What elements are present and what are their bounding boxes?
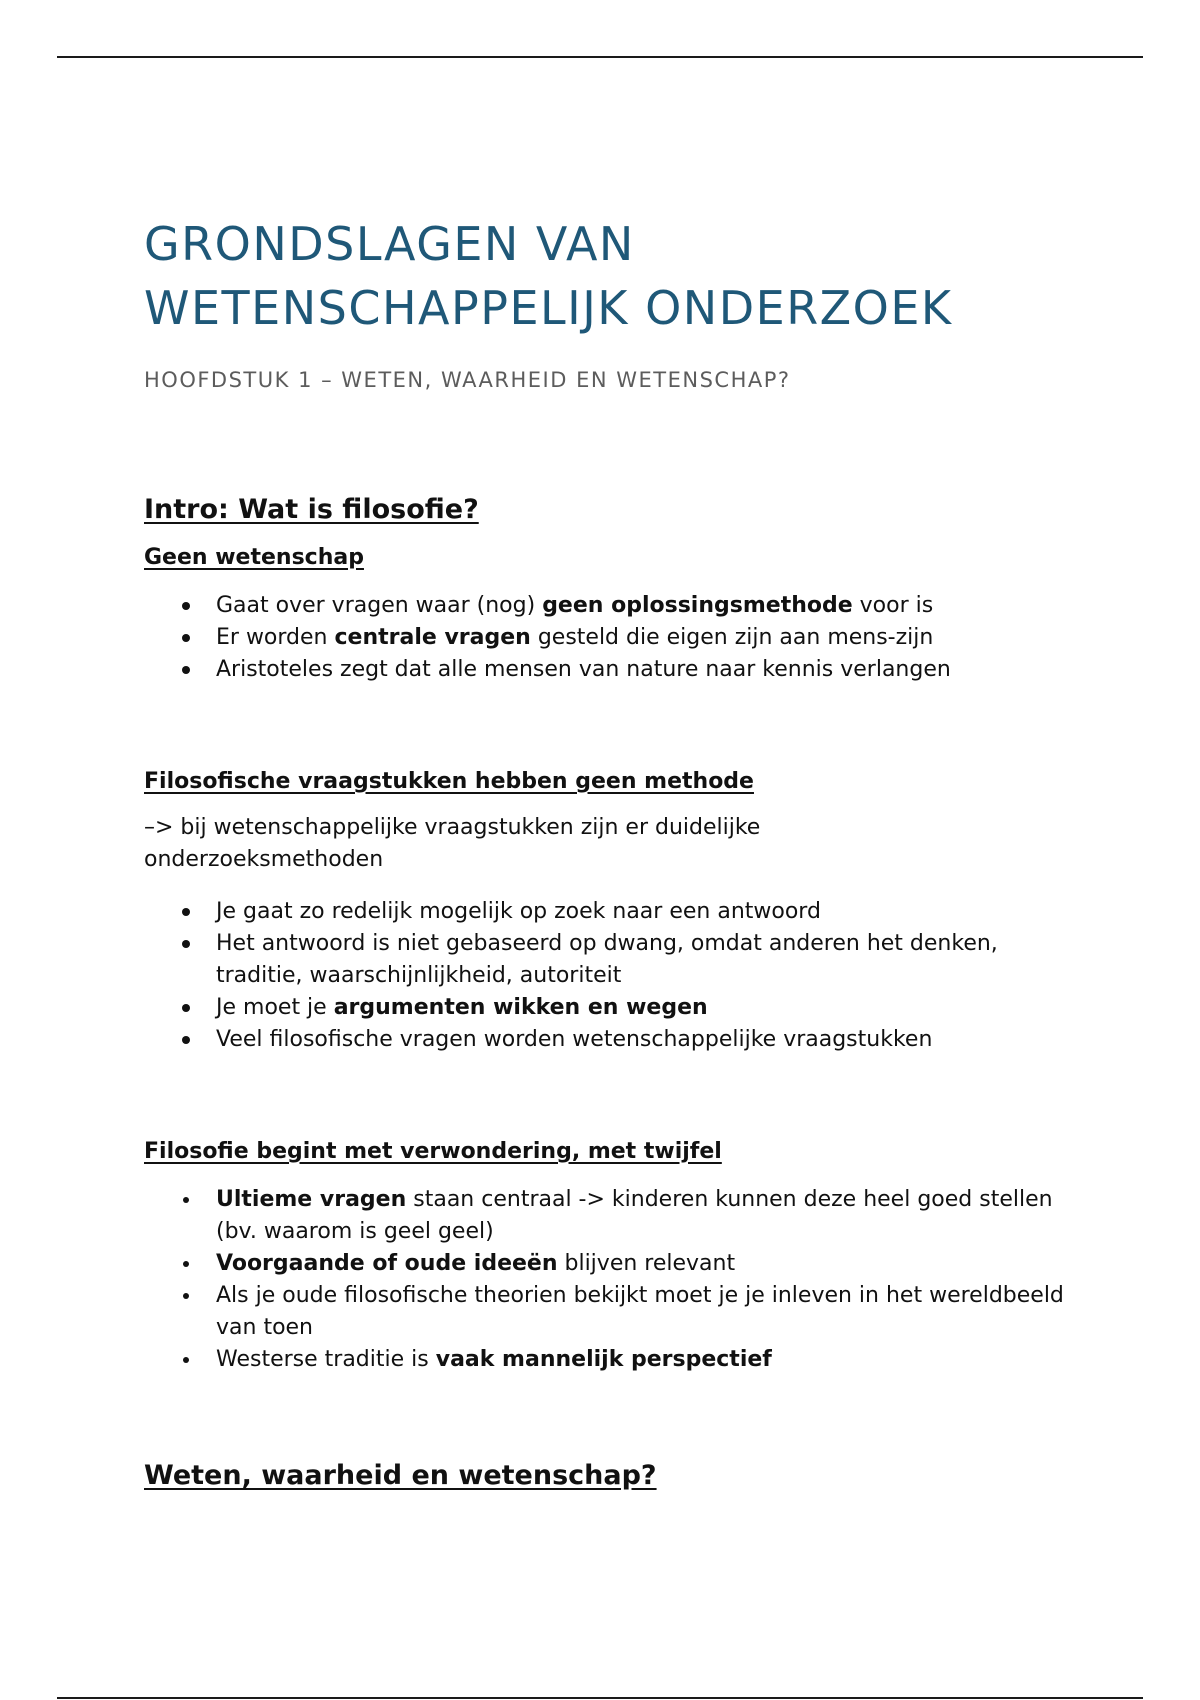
bullet-list-geen-wetenschap xyxy=(144,590,1084,686)
footer-rule xyxy=(57,1697,1143,1699)
heading-weten-waarheid: Weten, waarheid en wetenschap? xyxy=(144,1460,657,1491)
list-item: Je moet je argumenten wikken en wegen xyxy=(216,992,1084,1024)
header-rule xyxy=(57,56,1143,58)
list-item: Er worden centrale vragen gesteld die eigen zijn aan mens-zijn xyxy=(216,622,1084,654)
heading-intro: Intro: Wat is filosofie? xyxy=(144,494,479,525)
list-item: Ultieme vragen staan centraal -> kinderen kunnen deze heel goed stellen (bv. waarom is geel geel) xyxy=(216,1184,1084,1248)
title-line-2: WETENSCHAPPELIJK ONDERZOEK xyxy=(144,281,953,335)
list-item: Gaat over vragen waar (nog) geen oplossingsmethode voor is xyxy=(216,590,1084,622)
paragraph-onderzoeksmethoden: –> bij wetenschappelijke vraagstukken zijn er duidelijke onderzoeksmethoden xyxy=(144,815,761,872)
bullet-list-geen-methode xyxy=(144,896,1084,1056)
list-item: Aristoteles zegt dat alle mensen van nature naar kennis verlangen xyxy=(216,654,1084,686)
list-item: Het antwoord is niet gebaseerd op dwang, omdat anderen het denken, traditie, waarschijnlijkheid, autoriteit xyxy=(216,928,1084,992)
document-body xyxy=(144,212,1084,1491)
list-item: Voorgaande of oude ideeën blijven relevant xyxy=(216,1248,1084,1280)
subheading-verwondering: Filosofie begint met verwondering, met twijfel xyxy=(144,1139,722,1164)
subheading-geen-wetenschap: Geen wetenschap xyxy=(144,545,364,570)
list-item: Veel filosofische vragen worden wetenschappelijke vraagstukken xyxy=(216,1024,1084,1056)
bullet-list-verwondering xyxy=(144,1184,1084,1376)
subheading-geen-methode: Filosofische vraagstukken hebben geen methode xyxy=(144,769,754,794)
list-item: Als je oude filosofische theorien bekijkt moet je je inleven in het wereldbeeld van toen xyxy=(216,1280,1084,1344)
document-subtitle: HOOFDSTUK 1 – WETEN, WAARHEID EN WETENSCHAP? xyxy=(144,368,791,392)
document-title xyxy=(144,212,1084,340)
list-item: Je gaat zo redelijk mogelijk op zoek naar een antwoord xyxy=(216,896,1084,928)
title-line-1: GRONDSLAGEN VAN xyxy=(144,217,635,271)
list-item: Westerse traditie is vaak mannelijk perspectief xyxy=(216,1344,1084,1376)
